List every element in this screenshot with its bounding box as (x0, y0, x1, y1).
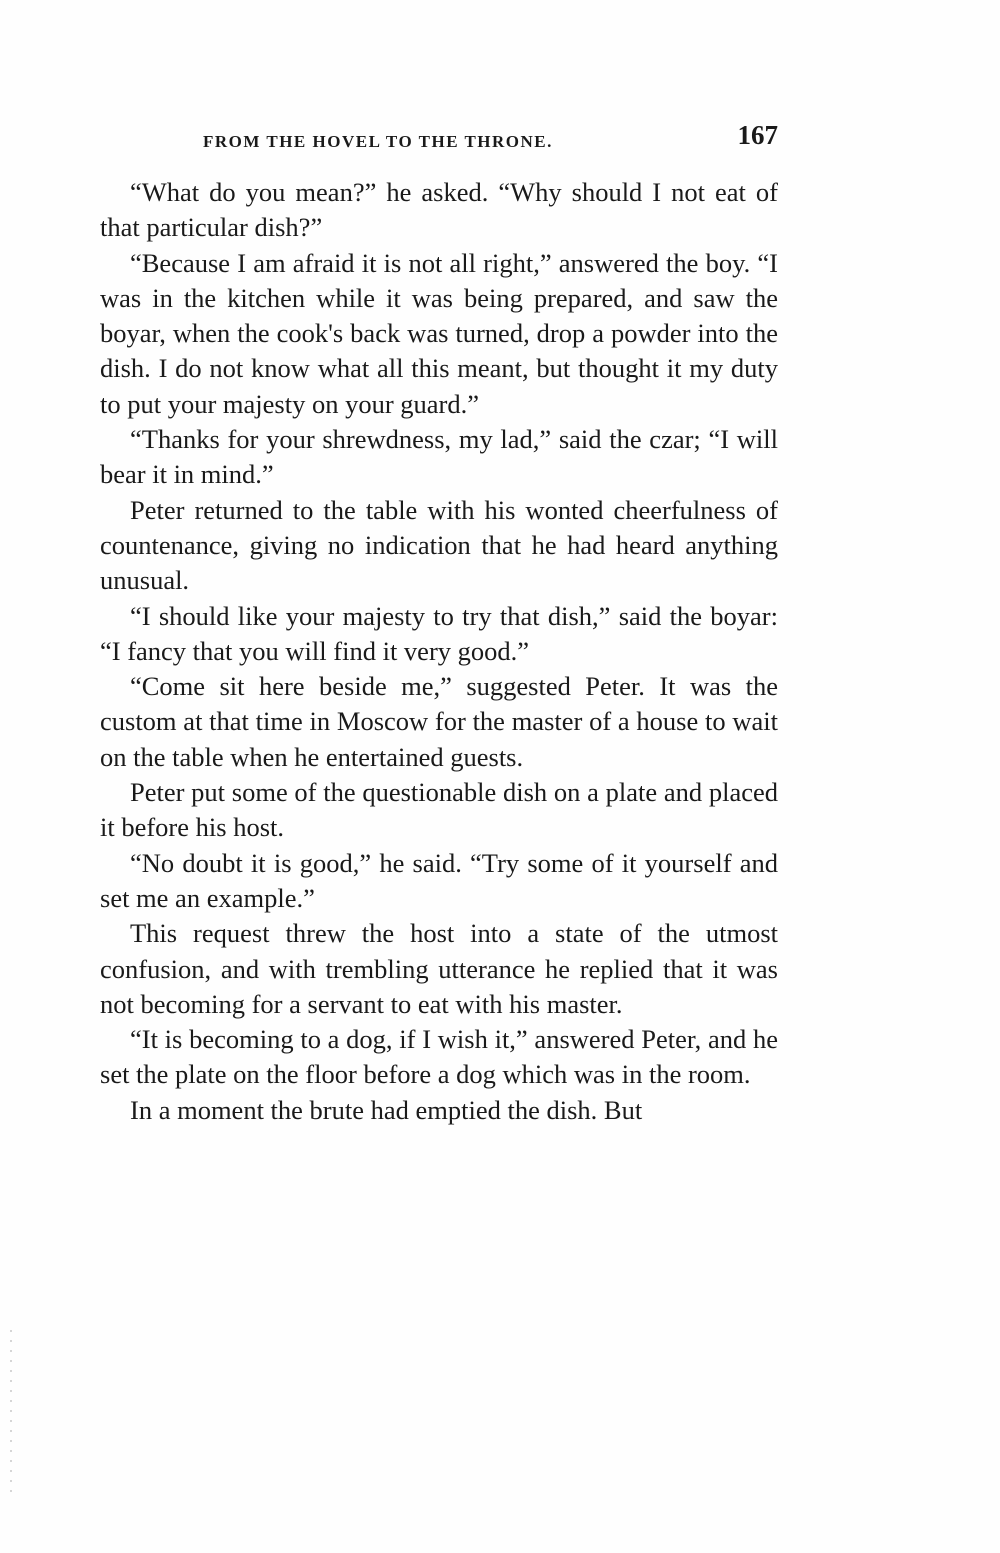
page-header (100, 118, 778, 158)
body-text (100, 175, 778, 1128)
page-number: 167 (737, 120, 778, 150)
paragraph-7: Peter put some of the questionable dish on a plate and placed it before his host. (100, 777, 778, 843)
paragraph-2: “Because I am afraid it is not all right,” answered the boy. “I was in the kitchen while it was being prepared, and saw the boyar, when the cook's back was turned, drop a powder into the dish. I do not know what all this meant, but thought it my duty to put your majesty on your guard.” (100, 247, 778, 419)
paragraph-5: “I should like your majesty to try that dish,” said the boyar: “I fancy that you will find it very good.” (100, 600, 778, 666)
paragraph-9: This request threw the host into a state of the utmost confusion, and with trembling utterance he replied that it was not becoming for a servant to eat with his master. (100, 918, 778, 1019)
paragraph-1: “What do you mean?” he asked. “Why should I not eat of that particular dish?” (100, 177, 778, 243)
paragraph-10: “It is becoming to a dog, if I wish it,” answered Peter, and he set the plate on the floor before a dog which was in the room. (100, 1024, 778, 1090)
paragraph-6: “Come sit here beside me,” suggested Peter. It was the custom at that time in Moscow for the master of a house to wait on the table when he entertained guests. (100, 671, 778, 772)
paragraph-3: “Thanks for your shrewdness, my lad,” said the czar; “I will bear it in mind.” (100, 424, 778, 490)
paragraph-4: Peter returned to the table with his wonted cheerfulness of countenance, giving no indication that he had heard anything unusual. (100, 494, 778, 596)
binding-edge-marks (10, 1330, 12, 1500)
running-title: FROM THE HOVEL TO THE THRONE. (203, 132, 553, 151)
paragraph-8: “No doubt it is good,” he said. “Try some of it yourself and set me an example.” (100, 847, 778, 913)
paragraph-11: In a moment the brute had emptied the dish. But (130, 1094, 643, 1125)
